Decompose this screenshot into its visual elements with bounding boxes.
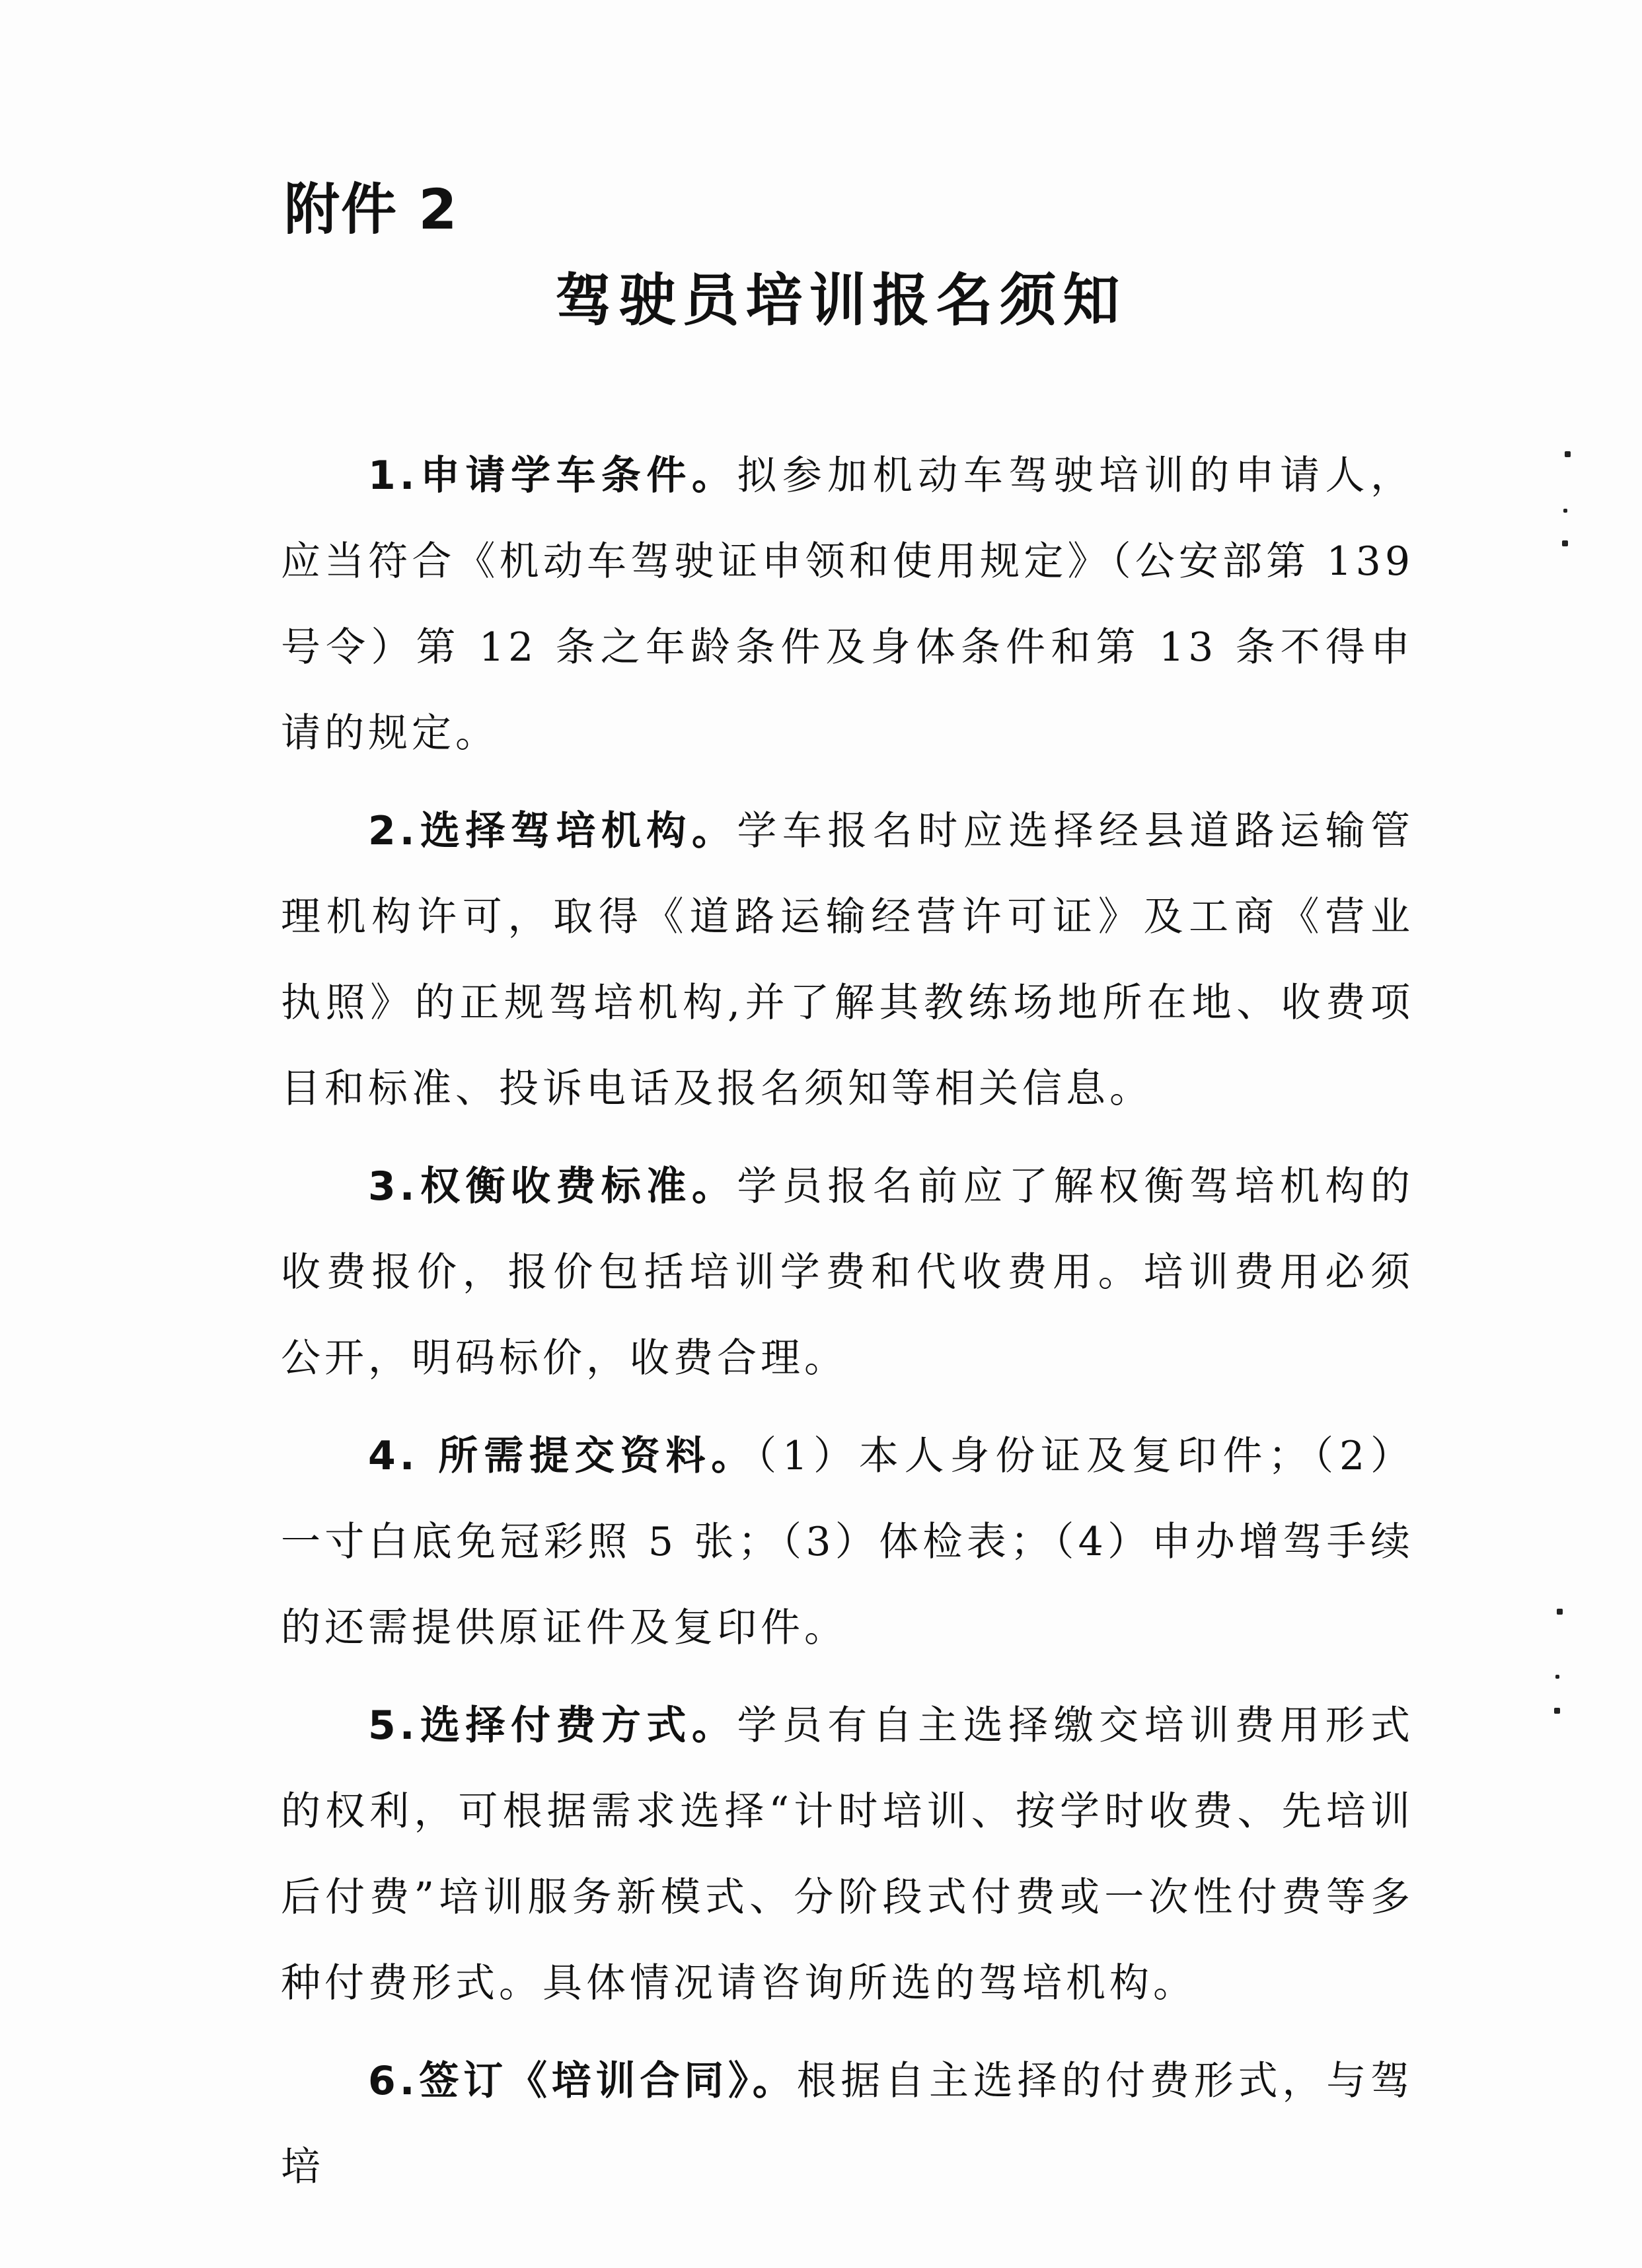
document-body [281, 433, 1414, 2222]
binding-mark [1554, 1708, 1560, 1714]
paragraph-heading: 3.权衡收费标准。 [368, 1163, 737, 1210]
paragraph-6 [281, 2038, 1414, 2210]
document-title: 驾驶员培训报名须知 [555, 268, 1127, 334]
paragraph-3 [281, 1144, 1414, 1401]
binding-mark [1562, 540, 1568, 546]
paragraph-4 [281, 1413, 1414, 1671]
paragraph-1 [281, 433, 1414, 776]
binding-mark [1563, 509, 1567, 513]
paragraph-text: （1）本人身份证及复印件；（2）一寸白底免冠彩照 5 张；（3）体检表；（4）申办增驾手续的还需提供原证件及复印件。 [281, 1433, 1414, 1651]
paragraph-2 [281, 788, 1414, 1132]
paragraph-text: 学员报名前应了解权衡驾培机构的收费报价，报价包括培训学费和代收费用。培训费用必须公开，明码标价，收费合理。 [281, 1163, 1414, 1381]
paragraph-5 [281, 1683, 1414, 2026]
paragraph-text: 学车报名时应选择经县道路运输管理机构许可，取得《道路运输经营许可证》及工商《营业执照》的正规驾培机构,并了解其教练场地所在地、收费项目和标准、投诉电话及报名须知等相关信息。 [281, 808, 1414, 1112]
paragraph-text: 拟参加机动车驾驶培训的申请人，应当符合《机动车驾驶证申领和使用规定》（公安部第 139 号令）第 12 条之年龄条件及身体条件和第 13 条不得申请的规定。 [281, 453, 1414, 756]
paragraph-heading: 2.选择驾培机构。 [368, 808, 737, 854]
paragraph-text: 根据自主选择的付费形式，与驾培 [281, 2058, 1415, 2190]
attachment-label: 附件 2 [284, 177, 459, 242]
paragraph-text: 学员有自主选择缴交培训费用形式的权利，可根据需求选择“计时培训、按学时收费、先培训后付费”培训服务新模式、分阶段式付费或一次性付费等多种付费形式。具体情况请咨询所选的驾培机构。 [281, 1702, 1414, 2006]
paragraph-heading: 6.签订《培训合同》。 [368, 2058, 797, 2104]
paragraph-heading: 5.选择付费方式。 [368, 1702, 737, 1749]
paragraph-heading: 1.申请学车条件。 [368, 453, 737, 499]
binding-mark [1555, 1675, 1559, 1679]
binding-mark [1565, 451, 1571, 457]
paragraph-heading: 4. 所需提交资料。 [368, 1433, 757, 1479]
binding-mark [1557, 1609, 1563, 1615]
